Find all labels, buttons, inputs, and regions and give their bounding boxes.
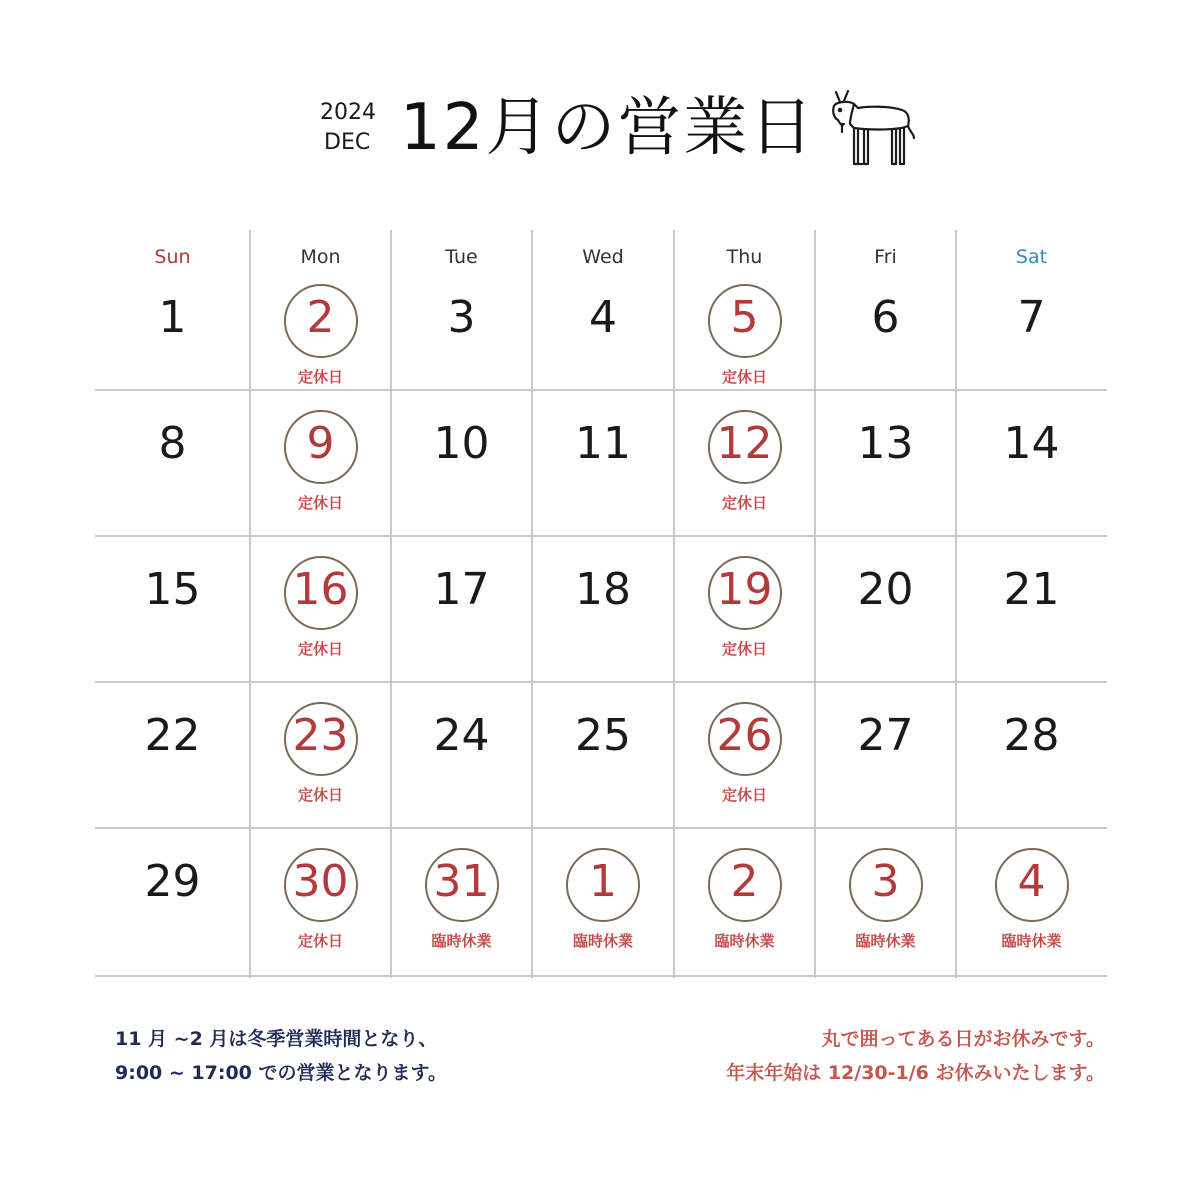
day-number: 21 — [1003, 564, 1060, 615]
day-number: 11 — [575, 418, 631, 469]
closed-day-number: 3 — [871, 856, 900, 907]
day-cell — [956, 828, 1107, 978]
day-cell — [391, 536, 532, 682]
header-month: DEC — [324, 130, 371, 155]
day-number: 4 — [589, 292, 617, 343]
closed-day-label: 定休日 — [721, 368, 767, 386]
day-cell — [250, 536, 391, 682]
day-cell — [250, 230, 391, 390]
closed-day-label: 臨時休業 — [714, 932, 775, 950]
day-cell — [815, 390, 956, 536]
day-number: 14 — [1003, 418, 1060, 469]
closed-day-label: 臨時休業 — [855, 932, 916, 950]
closed-day-number: 19 — [716, 564, 773, 615]
day-cell — [956, 536, 1107, 682]
day-cell — [95, 230, 250, 390]
day-cell — [674, 536, 815, 682]
holiday-line-2: 年末年始は 12/30-1/6 お休みいたします。 — [726, 1062, 1105, 1084]
weekday-header-1: Mon — [300, 246, 341, 268]
closed-day-number: 1 — [589, 856, 617, 907]
day-number: 17 — [433, 564, 490, 615]
closed-day-label: 定休日 — [721, 786, 767, 804]
day-cell — [674, 230, 815, 390]
closed-day-label: 定休日 — [721, 640, 767, 658]
day-cell — [532, 828, 674, 978]
day-number: 15 — [144, 564, 201, 615]
day-number: 25 — [575, 710, 631, 761]
day-number: 7 — [1017, 292, 1046, 343]
weekday-header-2: Tue — [445, 246, 478, 268]
weekday-header-0: Sun — [154, 246, 191, 268]
day-cell — [391, 828, 532, 978]
weekday-header-3: Wed — [582, 246, 624, 268]
weekday-header-4: Thu — [726, 246, 763, 268]
day-number: 24 — [433, 710, 490, 761]
day-number: 13 — [857, 418, 914, 469]
day-cell — [250, 390, 391, 536]
closed-day-number: 4 — [1017, 856, 1046, 907]
day-cell — [250, 828, 391, 978]
closed-day-label: 定休日 — [297, 640, 343, 658]
day-cell — [250, 682, 391, 828]
closed-day-label: 定休日 — [297, 932, 343, 950]
day-cell — [956, 230, 1107, 390]
closed-day-label: 定休日 — [297, 494, 343, 512]
day-cell — [95, 536, 250, 682]
holiday-note — [726, 1022, 1105, 1090]
holiday-line-1: 丸で囲ってある日がお休みです。 — [821, 1028, 1105, 1050]
closed-day-label: 定休日 — [297, 368, 343, 386]
day-cell — [391, 682, 532, 828]
day-cell — [815, 230, 956, 390]
winter-hours-line-1: 11 月 ~2 月は冬季営業時間となり、 — [115, 1028, 438, 1050]
winter-hours-note — [115, 1022, 447, 1090]
calendar-grid — [95, 230, 1107, 978]
day-cell — [815, 682, 956, 828]
closed-day-number: 23 — [292, 710, 349, 761]
day-cell — [532, 682, 674, 828]
closed-day-number: 26 — [716, 710, 773, 761]
closed-day-number: 2 — [730, 856, 759, 907]
day-cell — [674, 682, 815, 828]
day-cell — [674, 828, 815, 978]
day-cell — [95, 828, 250, 978]
day-number: 27 — [857, 710, 914, 761]
day-cell — [815, 828, 956, 978]
closed-day-label: 臨時休業 — [572, 932, 633, 950]
day-number: 1 — [158, 292, 187, 343]
day-cell — [95, 682, 250, 828]
weekday-header-5: Fri — [874, 246, 897, 268]
day-cell — [95, 390, 250, 536]
day-number: 29 — [144, 856, 201, 907]
header-year: 2024 — [320, 100, 376, 125]
closed-day-number: 30 — [292, 856, 349, 907]
day-cell — [532, 536, 674, 682]
day-number: 20 — [857, 564, 914, 615]
day-cell — [956, 390, 1107, 536]
closed-day-number: 5 — [730, 292, 759, 343]
closed-day-number: 9 — [306, 418, 335, 469]
day-number: 22 — [144, 710, 201, 761]
closed-day-number: 12 — [716, 418, 773, 469]
day-cell — [956, 682, 1107, 828]
closed-day-label: 臨時休業 — [1001, 932, 1062, 950]
day-number: 3 — [447, 292, 476, 343]
day-number: 28 — [1003, 710, 1060, 761]
day-cell — [391, 230, 532, 390]
weekday-header-6: Sat — [1015, 246, 1048, 268]
goat-icon — [828, 88, 918, 168]
day-cell — [815, 536, 956, 682]
day-cell — [532, 390, 674, 536]
day-number: 8 — [158, 418, 187, 469]
page-title: 12月の営業日 — [400, 91, 816, 165]
closed-day-number: 31 — [433, 856, 490, 907]
day-number: 10 — [433, 418, 490, 469]
closed-day-label: 定休日 — [297, 786, 343, 804]
closed-day-label: 定休日 — [721, 494, 767, 512]
day-number: 6 — [871, 292, 900, 343]
closed-day-number: 16 — [292, 564, 349, 615]
header — [0, 80, 1200, 190]
closed-day-number: 2 — [306, 292, 335, 343]
winter-hours-line-2: 9:00 ~ 17:00 での営業となります。 — [115, 1062, 447, 1084]
day-cell — [674, 390, 815, 536]
closed-day-label: 臨時休業 — [431, 932, 492, 950]
day-cell — [532, 230, 674, 390]
day-cell — [391, 390, 532, 536]
day-number: 18 — [575, 564, 631, 615]
